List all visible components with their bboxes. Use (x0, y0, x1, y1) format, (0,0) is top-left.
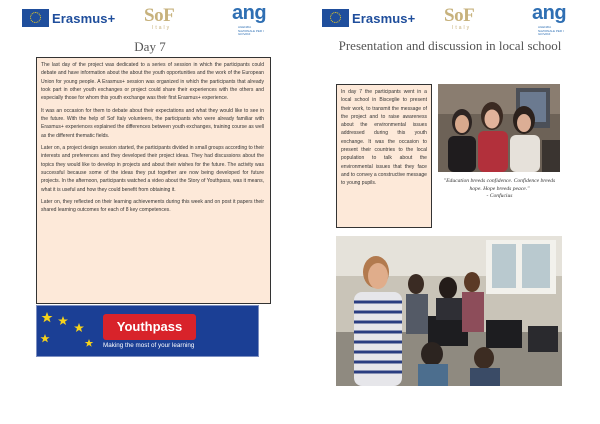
logo-row (0, 4, 300, 34)
logo-row (300, 4, 600, 34)
ang-logo: ang AGENZIA NAZIONALE PER I GIOVANI (532, 2, 567, 36)
paragraph: Later on, a project design session started, the participants divided in small groups according to their interests and preferences and they developed their project ideas. They had discussions about the topics they would like to develop in projects and about their wishes for the future. The activity was successful because some of the ideas they put together are now being developed for future projects. In the afternoon, participants watched a video about the Story of Youthpass, was it means, what it is useful and how they could benefit from obtaining it. (41, 145, 264, 193)
group-photo (438, 84, 560, 172)
erasmus-logo: Erasmus+ (352, 11, 416, 26)
youthpass-banner (36, 305, 259, 357)
paragraph: In day 7 the participants went in a local school in Bisceglie to present their work, to transmit the message of the project and to raise awareness about the environmental issues addressed during this youth exchange. It was the occasion to present their countries to the local population to talk about the environmental issues that they face and to convey a constructive message to young pupils. (341, 89, 427, 187)
school-textbox (336, 84, 432, 228)
sof-italy-logo: SoF Italy (144, 5, 175, 31)
quote-author: - Confucius (486, 193, 513, 200)
paragraph: Later on, they reflected on their learning achievements during this week and on post it papers their shared learning outcomes for each of 8 key competences. (41, 199, 264, 214)
classroom-photo (336, 236, 562, 386)
ang-logo: ang AGENZIA NAZIONALE PER I GIOVANI (232, 2, 267, 36)
eu-flag-icon (22, 9, 49, 27)
erasmus-logo: Erasmus+ (52, 11, 116, 26)
eu-stars-icon (37, 306, 97, 356)
paragraph: It was an occasion for them to debate about their expectations and what they would like to see in the future. With the help of Sof Italy volunteers, the participants who were already familiar with Erasmus+ experiences explained the differences between youth exchanges, training course as well as the different thematic fields. (41, 107, 264, 139)
right-page (300, 0, 600, 424)
youthpass-logo: Youthpass (103, 314, 196, 340)
day7-textbox (36, 57, 271, 304)
paragraph: The last day of the project was dedicated to a series of session in which the participants could debate and have information about the about the youth opportunities and the work of the European Union for young people. A Erasmus+ session was organized in which the participants that already took part in other youth exchanges or project could share their experiences with the others and especially those for whom this youth exchange was their first Erasmus+ experience. (41, 62, 264, 102)
eu-flag-icon (322, 9, 349, 27)
sof-italy-logo: SoF Italy (444, 5, 475, 31)
youthpass-tagline: Making the most of your learning (103, 342, 195, 349)
page-title: Day 7 (134, 39, 166, 54)
page-title: Presentation and discussion in local school (338, 38, 562, 53)
confucius-quote: "Education breeds confidence. Confidence breeds hope. Hope breeds peace." - Confucius (443, 178, 556, 200)
